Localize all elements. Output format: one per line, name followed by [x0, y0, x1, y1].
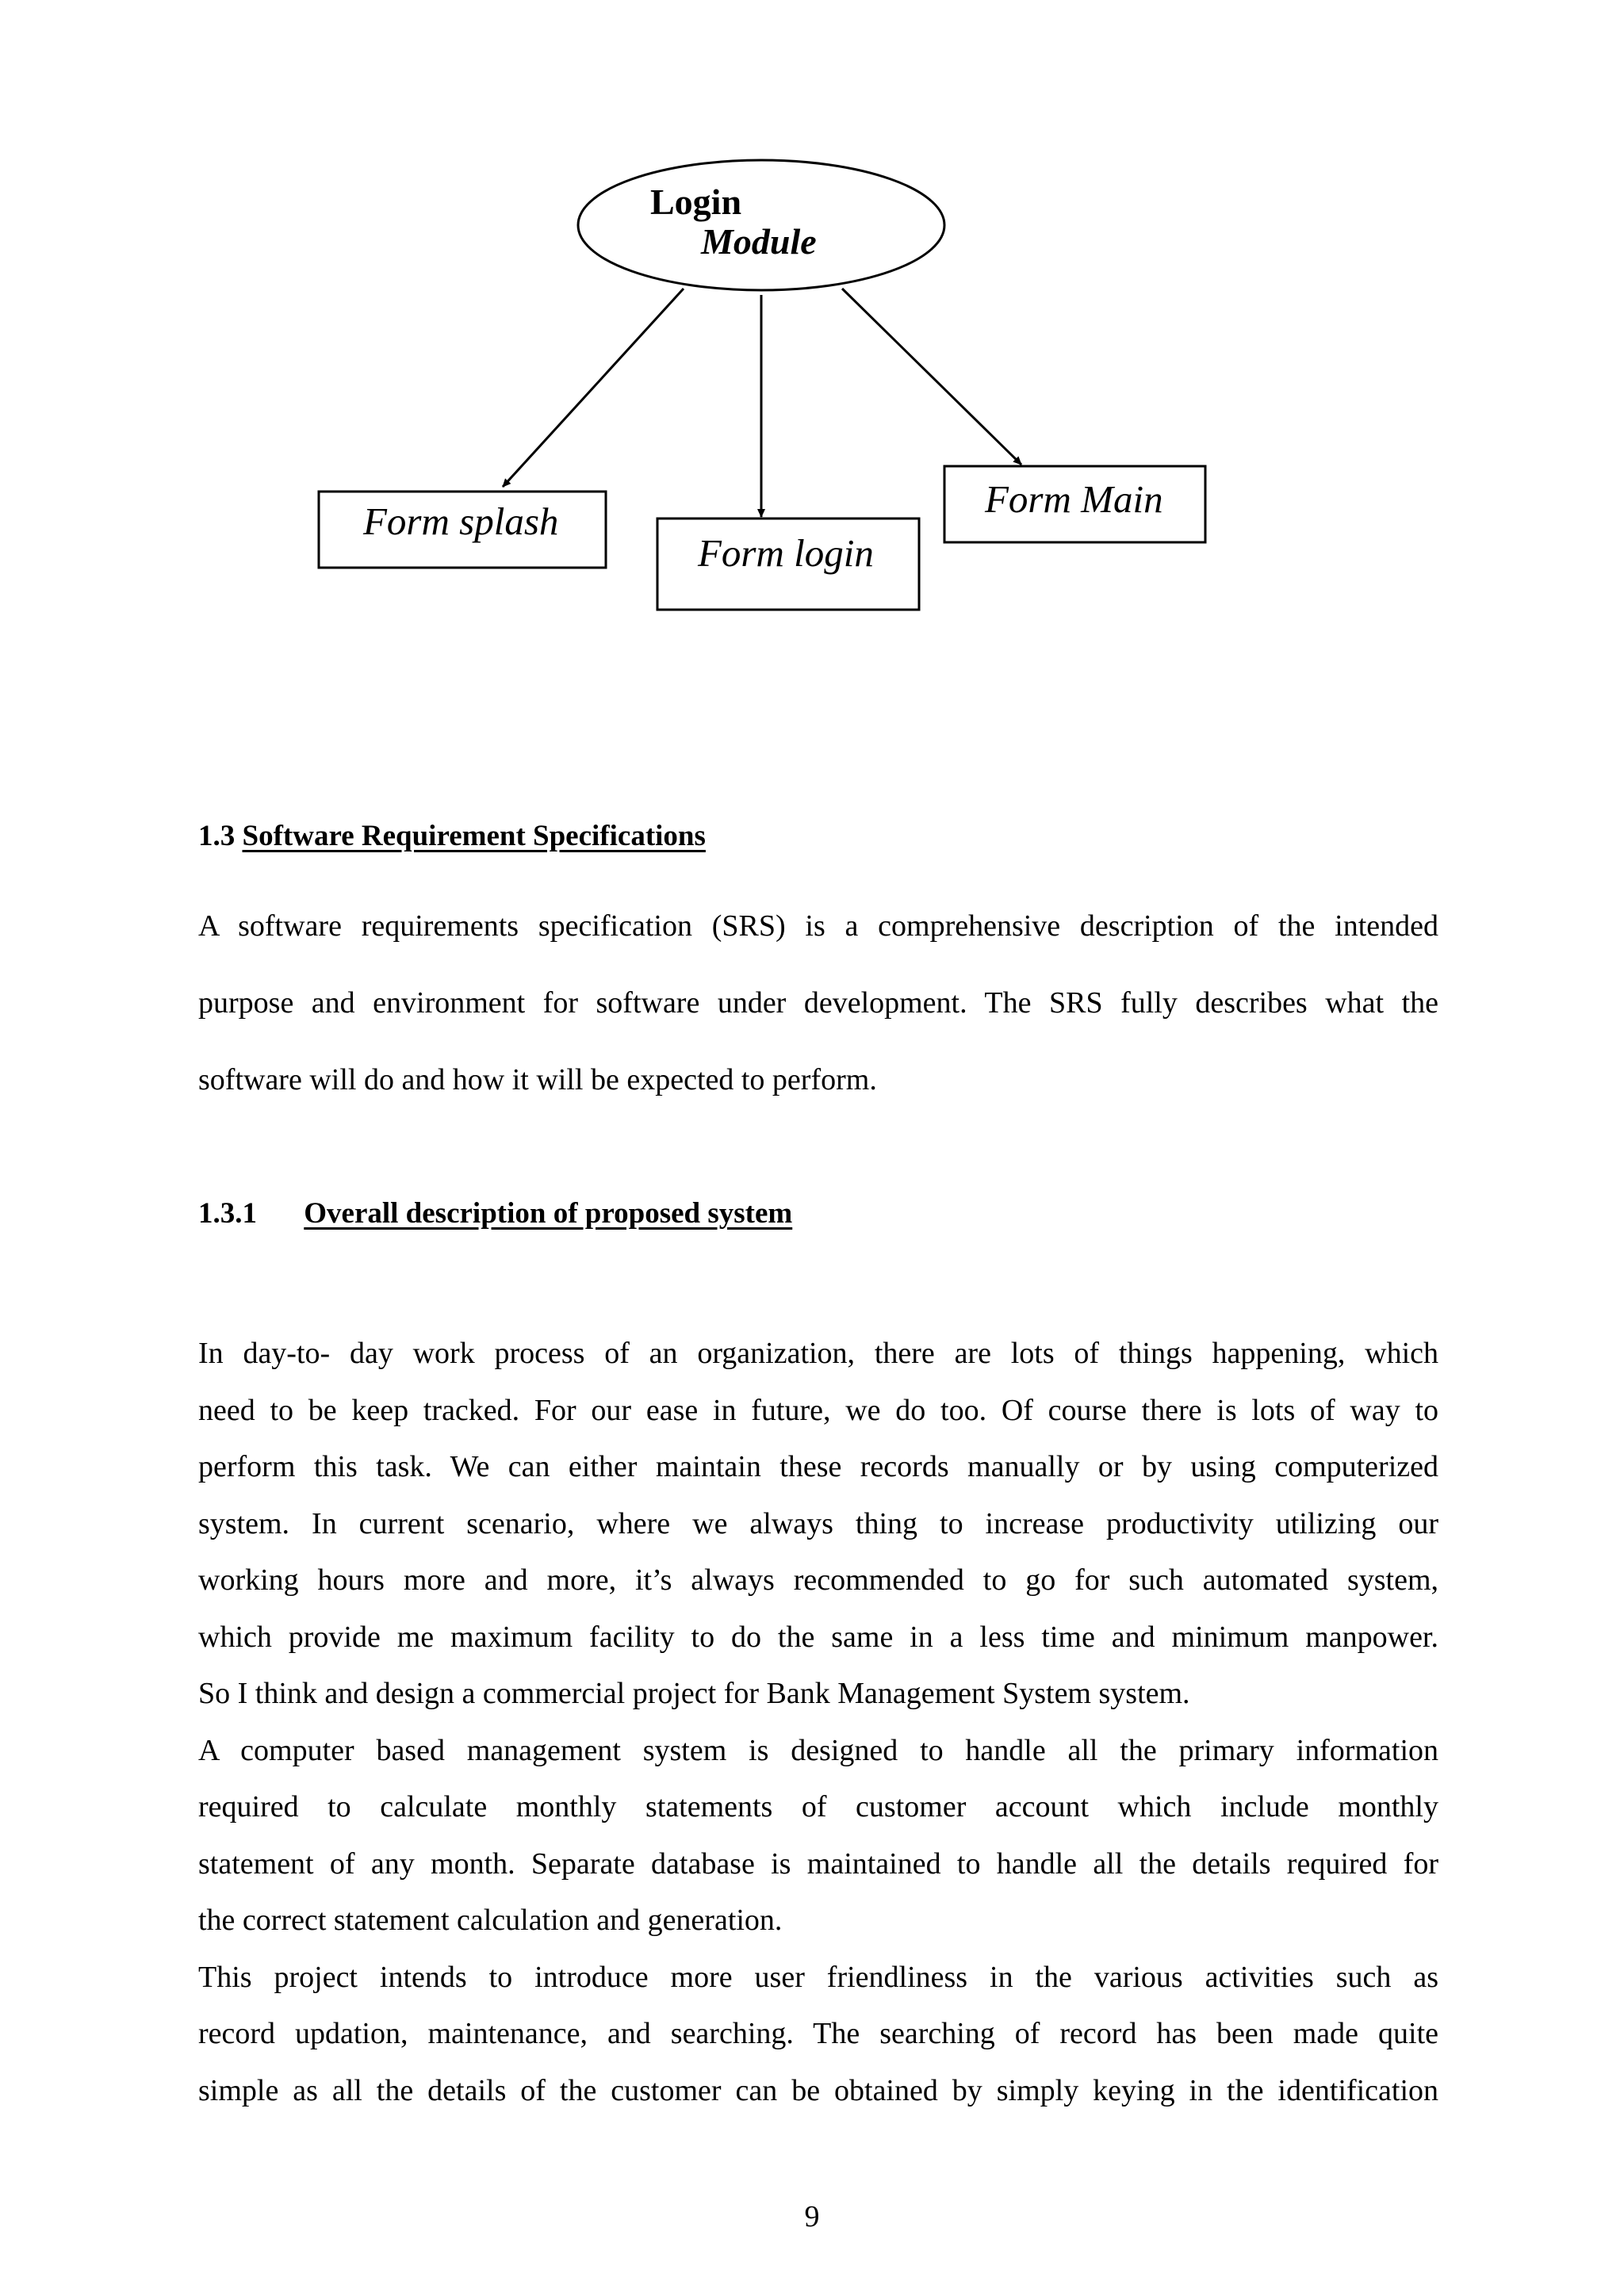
arrow-to-form-splash [503, 289, 684, 487]
paragraph-line: required to calculate monthly statements of customer account which include monthly [198, 1790, 1438, 1823]
section-number: 1.3 [198, 820, 236, 852]
paragraph-line: In day-to- day work process of an organization, there are lots of things happening, which [198, 1337, 1438, 1370]
paragraph-line: purpose and environment for software under development. The SRS fully describes what the [198, 986, 1438, 1020]
paragraph-line: This project intends to introduce more user friendliness in the various activities such as [198, 1960, 1438, 1994]
paragraph-line: working hours more and more, it’s always recommended to go for such automated system, [198, 1563, 1438, 1597]
section-heading-srs [198, 821, 706, 851]
subsection-title: Overall description of proposed system [304, 1197, 793, 1230]
module-diagram [0, 0, 1624, 650]
paragraph-line: A computer based management system is designed to handle all the primary information [198, 1733, 1438, 1767]
paragraph-line: So I think and design a commercial project for Bank Management System system. [198, 1677, 1190, 1710]
arrow-to-form-main [842, 289, 1021, 465]
paragraph-line: software will do and how it will be expected to perform. [198, 1063, 877, 1096]
subsection-number: 1.3.1 [198, 1197, 257, 1230]
paragraph-line: need to be keep tracked. For our ease in future, we do too. Of course there is lots of way to [198, 1393, 1438, 1427]
page-number: 9 [804, 2200, 820, 2233]
paragraph-line: the correct statement calculation and generation. [198, 1904, 783, 1937]
paragraph-line: simple as all the details of the customer can be obtained by simply keying in the identification [198, 2073, 1438, 2107]
paragraph-line: system. In current scenario, where we always thing to increase productivity utilizing our [198, 1506, 1438, 1540]
paragraph-line: statement of any month. Separate database is maintained to handle all the details required for [198, 1846, 1438, 1881]
form-splash-label: Form splash [363, 499, 559, 543]
srs-paragraph [198, 888, 1438, 1119]
form-login-label: Form login [698, 531, 874, 575]
paragraph-line: record updation, maintenance, and searching. The searching of record has been made quite [198, 2017, 1438, 2050]
section-heading-overall [198, 1199, 792, 1228]
form-main-label: Form Main [985, 477, 1163, 521]
paragraph-line: perform this task. We can either maintain these records manually or by using computerized [198, 1450, 1438, 1483]
section-title: Software Requirement Specifications [242, 820, 706, 852]
login-module-title: Login [650, 182, 742, 222]
paragraph-line: A software requirements specification (SRS) is a comprehensive description of the intended [198, 909, 1438, 943]
paragraph-line: which provide me maximum facility to do the same in a less time and minimum manpower. [198, 1620, 1438, 1654]
login-module-subtitle: Module [701, 221, 817, 262]
overall-description-paragraph [198, 1326, 1438, 2119]
